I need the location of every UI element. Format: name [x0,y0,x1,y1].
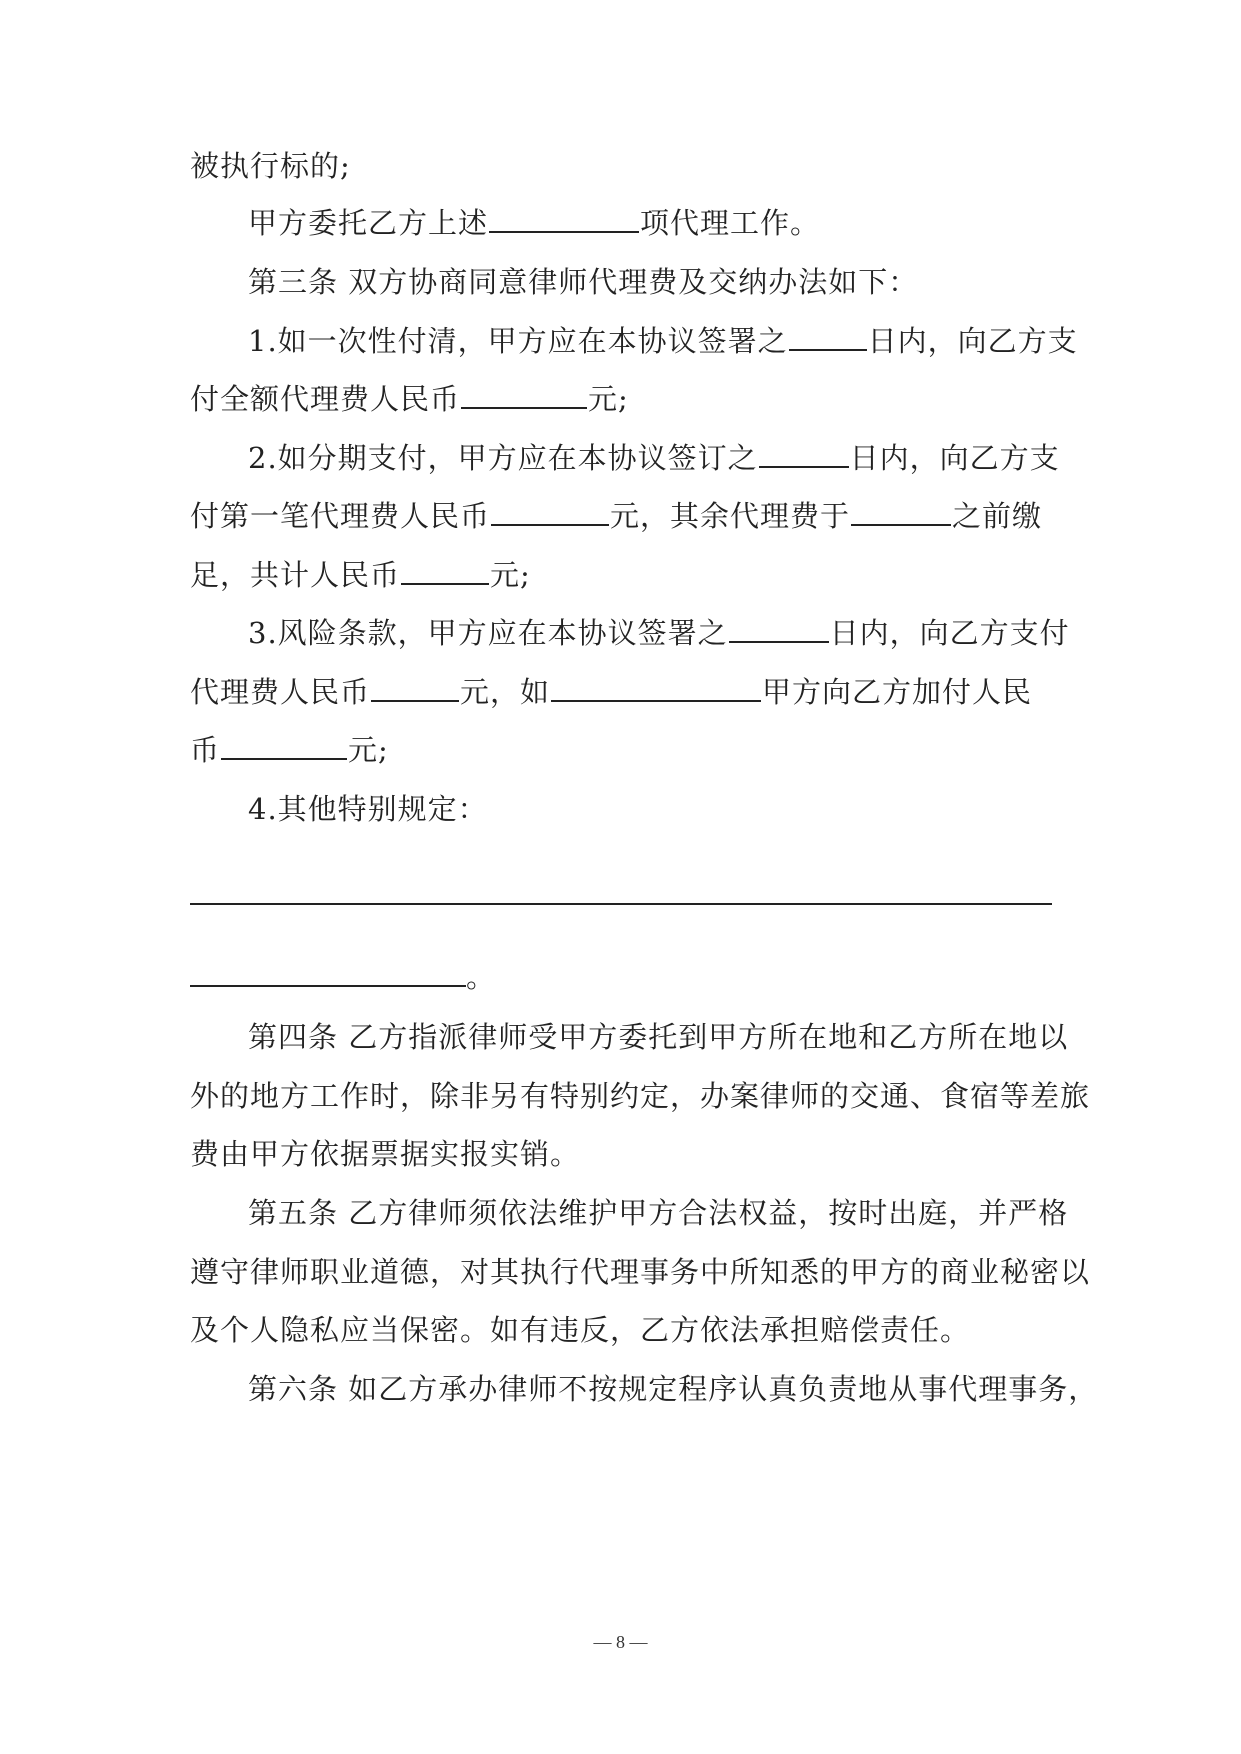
paragraph-line [248,438,1118,478]
fill-in-blank[interactable] [371,672,459,702]
text: 遵守律师职业道德，对其执行代理事务中所知悉的甲方的商业秘密以 [190,1255,1091,1289]
fill-in-blank[interactable] [759,438,849,468]
text: 第五条 乙方律师须依法维护甲方合法权益，按时出庭，并严格 [248,1196,1069,1230]
text: 及个人隐私应当保密。如有违反，乙方依法承担赔偿责任。 [190,1313,971,1347]
text: 之前缴 [952,499,1043,533]
paragraph-line [190,1076,1091,1116]
paragraph-line [190,146,1060,186]
text: 元，其余代理费于 [610,499,851,533]
fill-in-blank[interactable] [489,203,639,233]
text: 甲方向乙方加付人民 [762,675,1033,709]
text: 代理费人民币 [190,675,371,709]
clause-heading [248,1193,1118,1233]
text: 日内，向乙方支付 [829,616,1070,650]
fill-in-blank[interactable] [461,379,587,409]
fill-in-blank[interactable] [551,672,761,702]
page-number: — 8 — [593,1632,648,1652]
text: 日内，向乙方支 [867,324,1078,358]
text: 1.如一次性付清，甲方应在本协议签署之 [248,324,788,358]
fill-in-blank[interactable] [221,730,347,760]
text: 第四条 乙方指派律师受甲方委托到甲方所在地和乙方所在地以 [248,1020,1069,1054]
paragraph-line [248,613,1118,653]
paragraph-line [190,672,1060,712]
text: 3.风险条款，甲方应在本协议签署之 [248,616,728,650]
text: 。 [466,960,497,994]
paragraph-line [190,496,1060,536]
clause-heading [248,262,1118,302]
paragraph-line [190,555,1060,595]
text: 日内，向乙方支 [849,441,1060,475]
paragraph-line [248,789,1118,829]
text: 付全额代理费人民币 [190,382,461,416]
paragraph-line [190,1252,1091,1292]
paragraph-line [190,379,1060,419]
fill-in-blank[interactable] [851,496,951,526]
text: 元; [348,733,389,767]
paragraph-line [248,321,1118,361]
paragraph-line [248,203,1118,243]
text: 付第一笔代理费人民币 [190,499,491,533]
clause-heading [248,1017,1118,1057]
fill-in-blank[interactable] [729,613,829,643]
text: 外的地方工作时，除非另有特别约定，办案律师的交通、食宿等差旅 [190,1079,1091,1113]
fill-in-blank[interactable] [789,321,867,351]
fill-in-line[interactable] [190,903,1052,905]
text: 2.如分期支付，甲方应在本协议签订之 [248,441,758,475]
text: 元; [588,382,629,416]
clause-heading [248,1369,1118,1409]
text: 第六条 如乙方承办律师不按规定程序认真负责地从事代理事务， [248,1372,1099,1406]
fill-in-blank[interactable] [491,496,609,526]
paragraph-line [190,730,1060,770]
paragraph-line [190,1310,1060,1350]
text: 币 [190,733,221,767]
text: 第三条 双方协商同意律师代理费及交纳办法如下： [248,265,919,299]
fill-in-blank[interactable] [401,555,489,585]
text: 费由甲方依据票据实报实销。 [190,1137,581,1171]
text: 被执行标的; [190,149,351,183]
text: 元，如 [460,675,551,709]
text: 足，共计人民币 [190,558,401,592]
paragraph-line [190,957,1060,997]
text: 4.其他特别规定： [248,792,488,826]
text: 项代理工作。 [640,206,821,240]
fill-in-blank[interactable] [190,957,466,987]
text: 甲方委托乙方上述 [248,206,489,240]
text: 元; [490,558,531,592]
paragraph-line [190,1134,1060,1174]
